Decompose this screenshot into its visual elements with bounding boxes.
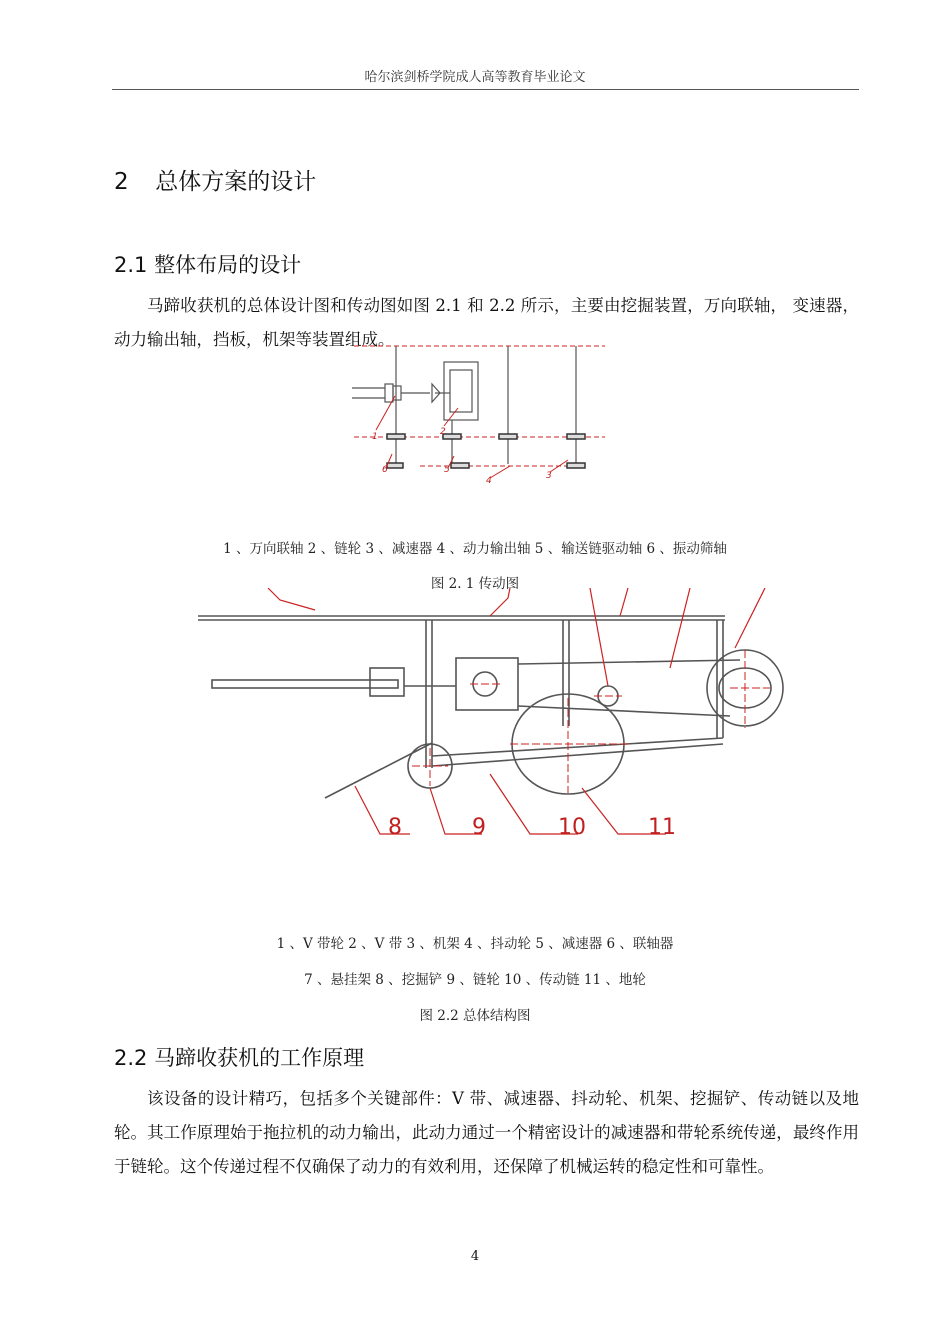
section-number: 2 bbox=[114, 169, 129, 195]
page-header: 哈尔滨剑桥学院成人高等教育毕业论文 bbox=[364, 70, 586, 85]
fig1-label-2: 2 bbox=[440, 427, 446, 437]
paragraph-2-1: 马蹄收获机的总体设计图和传动图如图 2.1 和 2.2 所示，主要由挖掘装置，万向联轴， 变速器，动力输出轴，挡板，机架等装置组成。 bbox=[114, 296, 859, 349]
section-heading bbox=[114, 163, 316, 196]
figure-2-2-legend-line1: 1 、V 带轮 2 、V 带 3 、机架 4 、抖动轮 5 、减速器 6 、联轴器 bbox=[276, 936, 674, 952]
fig1-label-3: 3 bbox=[546, 471, 552, 481]
fig2-label-8: 8 bbox=[388, 815, 402, 840]
page-number: 4 bbox=[470, 1249, 480, 1264]
fig1-label-6: 6 bbox=[382, 465, 388, 475]
fig2-label-11: 11 bbox=[648, 815, 676, 840]
fig1-label-5: 5 bbox=[444, 465, 450, 475]
figure-2-1-caption: 图 2. 1 传动图 bbox=[430, 576, 520, 592]
fig2-label-9: 9 bbox=[472, 815, 486, 840]
section-title: 总体方案的设计 bbox=[155, 169, 317, 195]
fig1-label-4: 4 bbox=[486, 476, 492, 484]
figure-2-2-caption: 图 2.2 总体结构图 bbox=[419, 1008, 531, 1024]
figure-2-2-diagram bbox=[190, 588, 790, 843]
subsection-heading-2-2: 2.2 马蹄收获机的工作原理 bbox=[114, 1046, 365, 1070]
subsection-heading-2-1: 2.1 整体布局的设计 bbox=[114, 253, 302, 277]
paragraph-2-2: 该设备的设计精巧，包括多个关键部件：V 带、减速器、抖动轮、机架、挖掘铲、传动链以及地轮。其工作原理始于拖拉机的动力输出，此动力通过一个精密设计的减速器和带轮系统传递，最终作用于链轮。这个传递过程不仅确保了动力的有效利用，还保障了机械运转的稳定性和可靠性。 bbox=[114, 1089, 859, 1176]
figure-2-2-legend-line2: 7 、悬挂架 8 、挖掘铲 9 、链轮 10 、传动链 11 、地轮 bbox=[304, 972, 646, 988]
fig1-label-1: 1 bbox=[372, 432, 378, 442]
figure-2-1-diagram bbox=[340, 344, 620, 484]
figure-2-1-legend: 1 、万向联轴 2 、链轮 3 、减速器 4 、动力输出轴 5 、输送链驱动轴 6 、振动筛轴 bbox=[223, 541, 727, 557]
header-rule bbox=[112, 89, 859, 90]
fig2-label-10: 10 bbox=[558, 815, 586, 840]
